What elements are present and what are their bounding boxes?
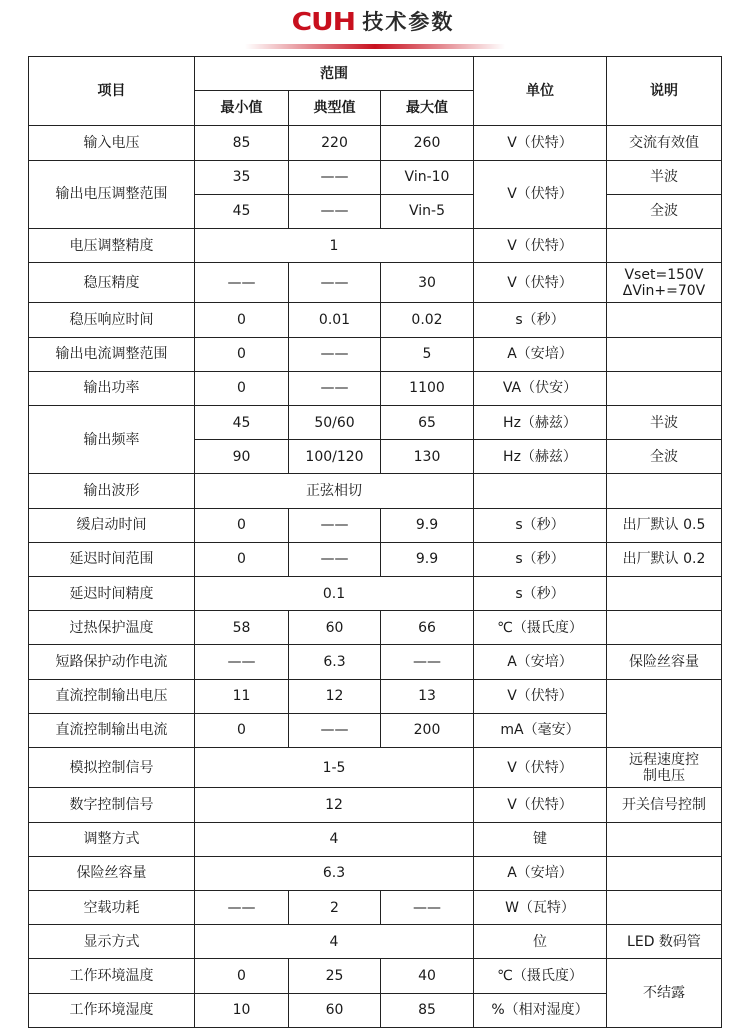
cell-note — [607, 822, 722, 856]
cell-max: Vin-10 — [381, 160, 474, 194]
cell-note: 保险丝容量 — [607, 645, 722, 679]
cell-typ: —— — [289, 508, 381, 542]
cell-item: 数字控制信号 — [29, 788, 195, 822]
cell-item: 显示方式 — [29, 925, 195, 959]
cell-min: 0 — [195, 959, 289, 993]
cell-unit: V（伏特） — [474, 788, 607, 822]
cell-min: 90 — [195, 440, 289, 474]
header-min: 最小值 — [195, 91, 289, 126]
cell-min: 0 — [195, 337, 289, 371]
cell-note — [607, 890, 722, 924]
cell-item: 电压调整精度 — [29, 229, 195, 263]
cell-item: 稳压响应时间 — [29, 303, 195, 337]
cell-range-merged: 1-5 — [195, 748, 474, 788]
cell-note — [607, 474, 722, 508]
cell-unit: ℃（摄氏度） — [474, 611, 607, 645]
cell-note — [607, 371, 722, 405]
cell-note: 出厂默认 0.5 — [607, 508, 722, 542]
cell-max: 5 — [381, 337, 474, 371]
spec-table — [28, 56, 722, 1028]
cell-typ: 220 — [289, 126, 381, 160]
cell-min: —— — [195, 645, 289, 679]
table-row — [29, 856, 722, 890]
cell-range-merged: 4 — [195, 822, 474, 856]
cell-typ: —— — [289, 160, 381, 194]
cell-max: 66 — [381, 611, 474, 645]
cell-item: 直流控制输出电压 — [29, 679, 195, 713]
table-row — [29, 126, 722, 160]
cell-typ: 6.3 — [289, 645, 381, 679]
cell-typ: 60 — [289, 611, 381, 645]
cell-item: 短路保护动作电流 — [29, 645, 195, 679]
cell-unit: A（安培） — [474, 856, 607, 890]
cell-range-merged: 4 — [195, 925, 474, 959]
cell-item: 调整方式 — [29, 822, 195, 856]
cell-item: 过热保护温度 — [29, 611, 195, 645]
cell-unit: %（相对湿度） — [474, 993, 607, 1027]
cell-unit — [474, 474, 607, 508]
cell-unit: 键 — [474, 822, 607, 856]
cell-unit: ℃（摄氏度） — [474, 959, 607, 993]
cell-typ: —— — [289, 713, 381, 747]
cell-unit: s（秒） — [474, 577, 607, 611]
header-note: 说明 — [607, 57, 722, 126]
cell-min: 0 — [195, 508, 289, 542]
cell-min: 85 — [195, 126, 289, 160]
cell-item: 模拟控制信号 — [29, 748, 195, 788]
title-wrap — [0, 6, 749, 36]
cell-min: 45 — [195, 406, 289, 440]
cell-range-merged: 12 — [195, 788, 474, 822]
cell-note: 开关信号控制 — [607, 788, 722, 822]
cell-typ: —— — [289, 263, 381, 303]
cell-typ: 0.01 — [289, 303, 381, 337]
cell-unit: A（安培） — [474, 645, 607, 679]
cell-typ: —— — [289, 542, 381, 576]
cell-note: 出厂默认 0.2 — [607, 542, 722, 576]
cell-item: 延迟时间精度 — [29, 577, 195, 611]
cell-item: 工作环境温度 — [29, 959, 195, 993]
cell-note: 半波 — [607, 160, 722, 194]
cell-item: 缓启动时间 — [29, 508, 195, 542]
cell-max: —— — [381, 890, 474, 924]
cell-max: 9.9 — [381, 508, 474, 542]
cell-min: 58 — [195, 611, 289, 645]
cell-item: 输入电压 — [29, 126, 195, 160]
cell-max: 200 — [381, 713, 474, 747]
cell-max: 40 — [381, 959, 474, 993]
cell-min: 0 — [195, 713, 289, 747]
table-row — [29, 303, 722, 337]
cell-range-merged: 0.1 — [195, 577, 474, 611]
cell-typ: 25 — [289, 959, 381, 993]
cell-note — [607, 679, 722, 747]
cell-max: 85 — [381, 993, 474, 1027]
cell-range-merged: 正弦相切 — [195, 474, 474, 508]
cell-min: —— — [195, 890, 289, 924]
cell-note: 全波 — [607, 440, 722, 474]
cell-unit: V（伏特） — [474, 160, 607, 228]
header-unit: 单位 — [474, 57, 607, 126]
cell-typ: —— — [289, 337, 381, 371]
cell-max: 1100 — [381, 371, 474, 405]
cell-unit: V（伏特） — [474, 748, 607, 788]
cell-unit: A（安培） — [474, 337, 607, 371]
cell-note: 不结露 — [607, 959, 722, 1028]
table-row — [29, 229, 722, 263]
table-row — [29, 679, 722, 713]
table-row — [29, 371, 722, 405]
cell-max: —— — [381, 645, 474, 679]
cell-unit: 位 — [474, 925, 607, 959]
cell-note — [607, 577, 722, 611]
table-row — [29, 822, 722, 856]
cell-max: 260 — [381, 126, 474, 160]
cell-max: 9.9 — [381, 542, 474, 576]
header-max: 最大值 — [381, 91, 474, 126]
cell-unit: V（伏特） — [474, 229, 607, 263]
cell-note — [607, 229, 722, 263]
table-row — [29, 788, 722, 822]
cell-min: 10 — [195, 993, 289, 1027]
cell-typ: 100/120 — [289, 440, 381, 474]
cell-typ: 60 — [289, 993, 381, 1027]
note-line-2: ΔVin+=70V — [622, 282, 706, 299]
cell-typ: 2 — [289, 890, 381, 924]
cell-item: 输出电压调整范围 — [29, 160, 195, 228]
cell-note — [607, 611, 722, 645]
cell-typ: —— — [289, 371, 381, 405]
table-row — [29, 748, 722, 788]
table-row — [29, 542, 722, 576]
cell-unit: Hz（赫兹） — [474, 406, 607, 440]
cell-item: 工作环境湿度 — [29, 993, 195, 1027]
cell-min: 11 — [195, 679, 289, 713]
table-row — [29, 508, 722, 542]
cell-note: 半波 — [607, 406, 722, 440]
cell-unit: s（秒） — [474, 542, 607, 576]
note-line-1: Vset=150V — [624, 266, 704, 283]
table-row — [29, 263, 722, 303]
table-row — [29, 925, 722, 959]
cell-min: 0 — [195, 371, 289, 405]
cell-item: 输出波形 — [29, 474, 195, 508]
table-row — [29, 406, 722, 440]
header-range: 范围 — [195, 57, 474, 91]
note-line-1: 远程速度控 — [629, 751, 699, 768]
cell-max: 130 — [381, 440, 474, 474]
cell-note — [607, 856, 722, 890]
cell-note — [607, 748, 722, 788]
cell-min: 0 — [195, 303, 289, 337]
note-line-2: 制电压 — [643, 767, 685, 784]
cell-max: 13 — [381, 679, 474, 713]
cell-min: —— — [195, 263, 289, 303]
table-row — [29, 474, 722, 508]
cell-unit: V（伏特） — [474, 679, 607, 713]
table-row — [29, 577, 722, 611]
cell-item: 输出频率 — [29, 406, 195, 474]
cell-min: 35 — [195, 160, 289, 194]
header-item: 项目 — [29, 57, 195, 126]
table-row — [29, 337, 722, 371]
cell-unit: Hz（赫兹） — [474, 440, 607, 474]
cell-item: 空载功耗 — [29, 890, 195, 924]
brand-logo: CUH — [291, 6, 355, 36]
page-header — [0, 0, 749, 56]
title-underline — [245, 44, 505, 49]
cell-unit: W（瓦特） — [474, 890, 607, 924]
cell-note: 全波 — [607, 194, 722, 228]
header-row — [29, 57, 722, 91]
page-title: 技术参数 — [362, 10, 455, 34]
cell-unit: mA（毫安） — [474, 713, 607, 747]
table-row — [29, 645, 722, 679]
header-typ: 典型值 — [289, 91, 381, 126]
cell-item: 保险丝容量 — [29, 856, 195, 890]
cell-note — [607, 263, 722, 303]
table-row — [29, 160, 722, 194]
cell-unit: s（秒） — [474, 508, 607, 542]
cell-max: 30 — [381, 263, 474, 303]
cell-item: 输出电流调整范围 — [29, 337, 195, 371]
cell-unit: V（伏特） — [474, 263, 607, 303]
cell-unit: s（秒） — [474, 303, 607, 337]
table-row — [29, 959, 722, 993]
cell-typ: —— — [289, 194, 381, 228]
cell-range-merged: 6.3 — [195, 856, 474, 890]
cell-item: 输出功率 — [29, 371, 195, 405]
cell-unit: VA（伏安） — [474, 371, 607, 405]
cell-max: 65 — [381, 406, 474, 440]
table-row — [29, 890, 722, 924]
cell-note: LED 数码管 — [607, 925, 722, 959]
cell-max: Vin-5 — [381, 194, 474, 228]
cell-note — [607, 303, 722, 337]
cell-typ: 50/60 — [289, 406, 381, 440]
cell-item: 延迟时间范围 — [29, 542, 195, 576]
cell-note — [607, 337, 722, 371]
cell-unit: V（伏特） — [474, 126, 607, 160]
cell-item: 直流控制输出电流 — [29, 713, 195, 747]
table-row — [29, 611, 722, 645]
cell-item: 稳压精度 — [29, 263, 195, 303]
cell-range-merged: 1 — [195, 229, 474, 263]
cell-note: 交流有效值 — [607, 126, 722, 160]
cell-max: 0.02 — [381, 303, 474, 337]
cell-min: 45 — [195, 194, 289, 228]
cell-min: 0 — [195, 542, 289, 576]
cell-typ: 12 — [289, 679, 381, 713]
